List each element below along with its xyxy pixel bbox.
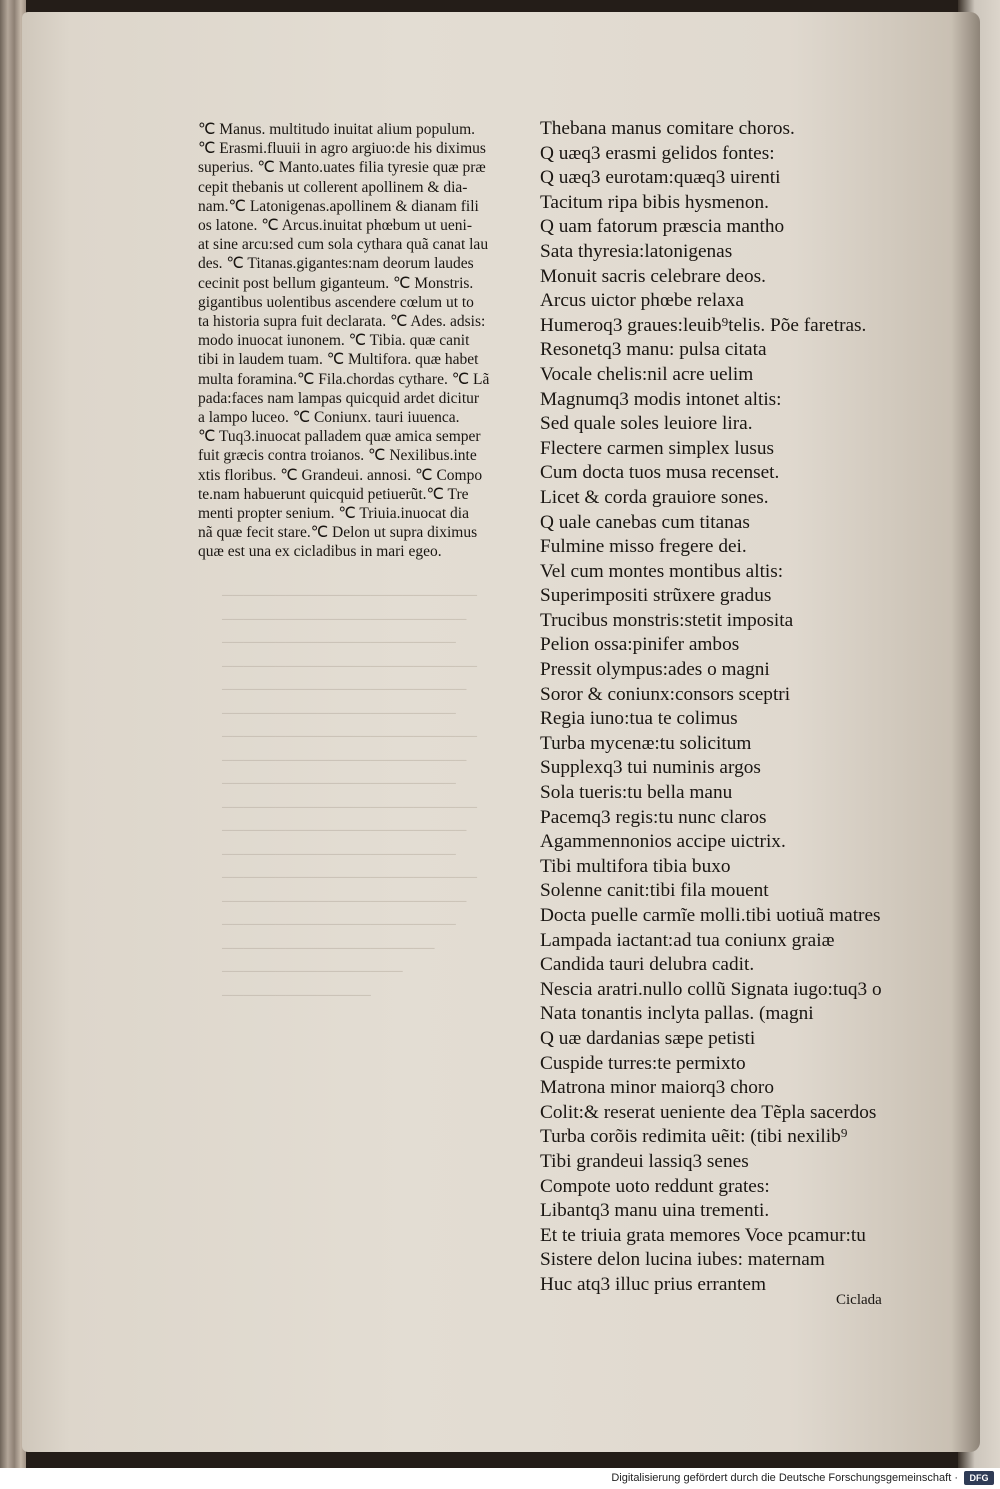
commentary-line: ℃ Manus. multitudo inuitat alium populum.: [198, 121, 476, 138]
verse-line: Thebana manus comitare choros.: [540, 118, 795, 139]
commentary-column: [198, 120, 522, 562]
commentary-line: te.nam habuerunt quicquid petiuerũt.℃ Tre: [198, 485, 469, 503]
verse-line: Nata tonantis inclyta pallas. (magni: [540, 1003, 814, 1025]
verse-line: Turba corõis redimita uẽit: (tibi nexilib⁹: [540, 1126, 848, 1148]
verse-line: Vel cum montes montibus altis:: [540, 560, 784, 582]
verse-line: Sata thyresia:latonigenas: [540, 240, 733, 262]
verse-line: Colit:& reserat ueniente dea Tẽpla sacerdos: [540, 1101, 877, 1123]
verse-line: Pressit olympus:ades o magni: [540, 659, 770, 681]
verse-line: Superimpositi strũxere gradus: [540, 585, 772, 607]
commentary-line: nam.℃ Latonigenas.apollinem & dianam fili: [198, 197, 479, 215]
verse-line: Sola tueris:tu bella manu: [540, 782, 733, 804]
verse-line: Supplexq3 tui numinis argos: [540, 757, 761, 779]
verse-line: Arcus uictor phœbe relaxa: [540, 290, 744, 312]
verse-line: Candida tauri delubra cadit.: [540, 954, 755, 976]
commentary-line: menti propter senium. ℃ Triuia.inuocat dia: [198, 505, 469, 523]
verse-line: Regia iuno:tua te colimus: [540, 708, 738, 730]
verse-line: Q uale canebas cum titanas: [540, 511, 750, 533]
commentary-line: quæ est una ex cicladibus in mari egeo.: [198, 543, 442, 561]
commentary-line: ta historia supra fuit declarata. ℃ Ades. adsis:: [198, 313, 486, 331]
show-through-text: ──────────────────────── ─────────────────────── ────────────────────── ──────────────────────── ─────────────────────── ────────────────────── ──────────────────────── ─────────────────────── ────────────────────── ──────────────────────── ─────────────────────── ────────────────────── ──────────────────────── ─────────────────────── ────────────────────── ──────────────────── ───────────────── ──────────────: [222, 588, 478, 1004]
commentary-line: multa foramina.℃ Fila.chordas cythare. ℃ Lã: [198, 370, 490, 388]
verse-line: Vocale chelis:nil acre uelim: [540, 363, 754, 385]
verse-line: Q uam fatorum præscia mantho: [540, 216, 785, 238]
verse-line: Q uæ dardanias sæpe petisti: [540, 1027, 756, 1049]
commentary-line: modo inuocat iunonem. ℃ Tibia. quæ canit: [198, 332, 470, 350]
verse-line: Matrona minor maiorq3 choro: [540, 1077, 774, 1099]
verse-line: Fulmine misso fregere dei.: [540, 536, 747, 558]
verse-line: Monuit sacris celebrare deos.: [540, 265, 766, 287]
verse-line: Turba mycenæ:tu solicitum: [540, 732, 752, 754]
commentary-line: ℃ Tuq3.inuocat palladem quæ amica semper: [198, 428, 481, 446]
footer-bar: [0, 1468, 1000, 1489]
verse-line: Nescia aratri.nullo collũ Signata iugo:tuq3 o: [540, 978, 882, 1000]
commentary-line: ℃ Erasmi.fluuii in agro argiuo:de his diximus: [198, 140, 486, 158]
verse-line: Flectere carmen simplex lusus: [540, 437, 774, 459]
verse-line: Pelion ossa:pinifer ambos: [540, 634, 740, 656]
verse-line: Tibi grandeui lassiq3 senes: [540, 1150, 749, 1172]
verse-line: Trucibus monstris:stetit imposita: [540, 609, 794, 631]
verse-line: Pacemq3 regis:tu nunc claros: [540, 806, 767, 828]
commentary-line: tibi in laudem tuam. ℃ Multifora. quæ habet: [198, 351, 479, 369]
verse-line: Q uæq3 eurotam:quæq3 uirenti: [540, 167, 781, 189]
verse-line: Huc atq3 illuc prius errantem: [540, 1273, 766, 1295]
verse-column: [540, 117, 940, 1298]
verse-line: Et te triuia grata memores Voce pcamur:tu: [540, 1224, 866, 1246]
verse-line: Cuspide turres:te permixto: [540, 1052, 746, 1074]
verse-line: Tibi multifora tibia buxo: [540, 855, 731, 877]
verse-line: Libantq3 manu uina trementi.: [540, 1200, 770, 1222]
verse-line: Compote uoto reddunt grates:: [540, 1175, 770, 1197]
verse-line: Docta puelle carmĩe molli.tibi uotiuã matres: [540, 905, 881, 926]
verse-line: Licet & corda grauiore sones.: [540, 486, 769, 508]
funding-notice: Digitalisierung gefördert durch die Deutsche Forschungsgemeinschaft ·: [611, 1472, 958, 1484]
commentary-line: xtis floribus. ℃ Grandeui. annosi. ℃ Compo: [198, 466, 483, 484]
commentary-line: a lampo luceo. ℃ Coniunx. tauri iuuenca.: [198, 409, 460, 427]
verse-line: Tacitum ripa bibis hysmenon.: [540, 191, 769, 213]
verse-line: Resonetq3 manu: pulsa citata: [540, 339, 767, 361]
verse-line: Solenne canit:tibi fila mouent: [540, 880, 769, 902]
verse-line: Agammennonios accipe uictrix.: [540, 831, 786, 853]
commentary-line: des. ℃ Titanas.gigantes:nam deorum laudes: [198, 255, 474, 273]
dfg-logo: DFG: [964, 1471, 994, 1485]
commentary-line: cecinit post bellum giganteum. ℃ Monstris.: [198, 274, 474, 292]
verse-line: Q uæq3 erasmi gelidos fontes:: [540, 142, 775, 164]
verse-line: Sistere delon lucina iubes: maternam: [540, 1249, 825, 1271]
commentary-line: gigantibus uolentibus ascendere cœlum ut to: [198, 293, 474, 311]
commentary-line: superius. ℃ Manto.uates filia tyresie quæ præ: [198, 159, 486, 177]
commentary-line: fuit græcis contra troianos. ℃ Nexilibus.inte: [198, 447, 477, 465]
verse-line: Magnumq3 modis intonet altis:: [540, 388, 782, 410]
verse-line: Sed quale soles leuiore lira.: [540, 413, 753, 435]
verse-line: Cum docta tuos musa recenset.: [540, 462, 780, 484]
verse-line: Lampada iactant:ad tua coniunx graiæ: [540, 929, 835, 951]
commentary-line: at sine arcu:sed cum sola cythara quã canat lau: [198, 236, 489, 254]
verse-line: Humeroq3 graues:leuib⁹telis. Põe faretras.: [540, 314, 867, 336]
commentary-line: pada:faces nam lampas quicquid ardet dicitur: [198, 389, 480, 407]
catchword: Ciclada: [836, 1292, 882, 1308]
verse-line: Soror & coniunx:consors sceptri: [540, 683, 791, 705]
commentary-line: os latone. ℃ Arcus.inuitat phœbum ut ueni-: [198, 217, 472, 235]
commentary-line: nã quæ fecit stare.℃ Delon ut supra diximus: [198, 524, 478, 542]
commentary-line: cepit thebanis ut collerent apollinem & dia-: [198, 178, 468, 196]
